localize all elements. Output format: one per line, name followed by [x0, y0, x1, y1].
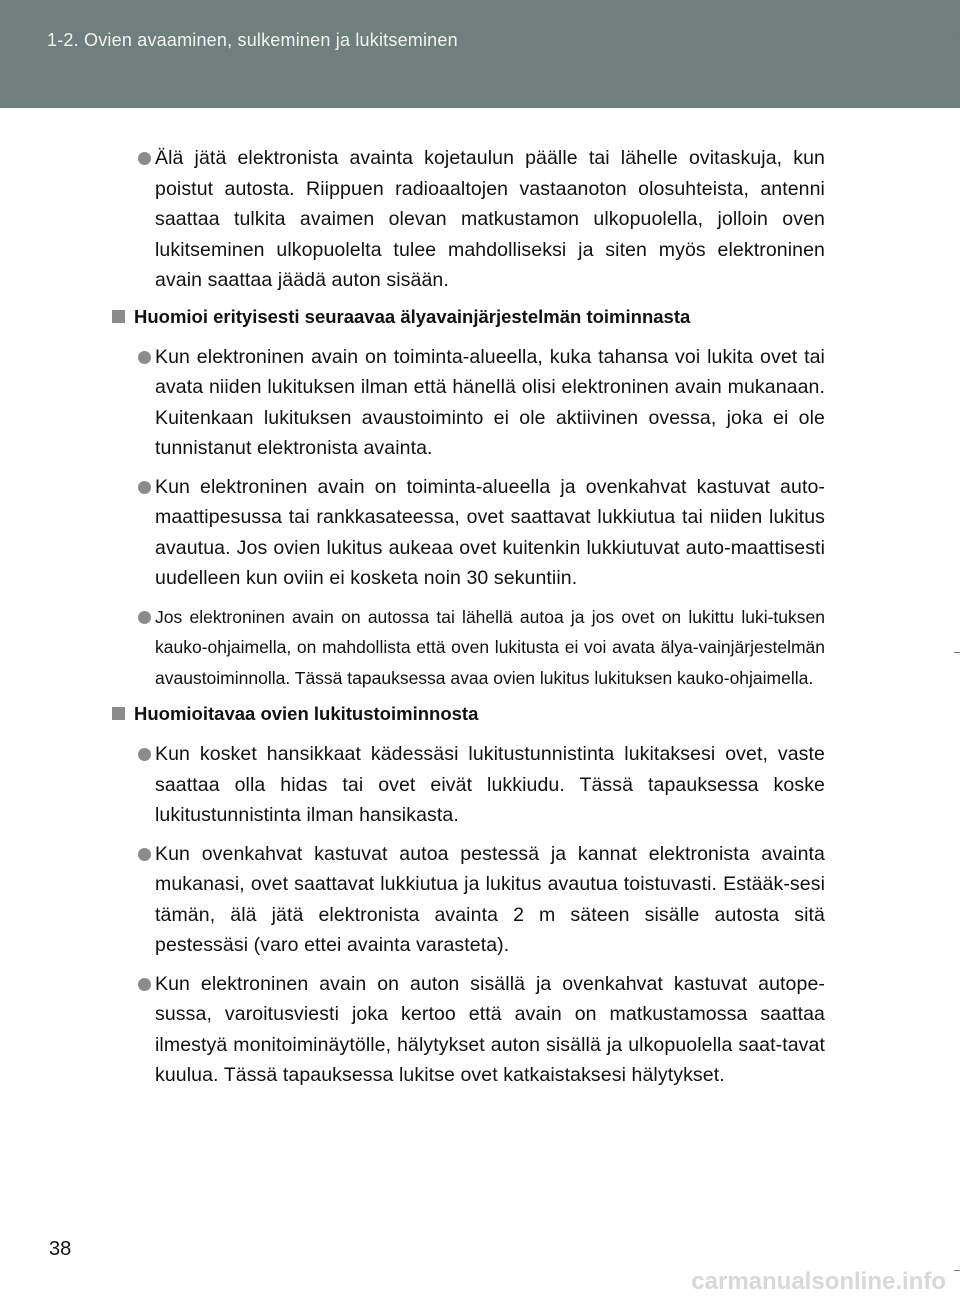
margin-tick — [954, 36, 960, 37]
page-number: 38 — [49, 1238, 72, 1260]
section-heading — [112, 701, 825, 727]
bullet-dot-icon — [138, 481, 151, 494]
bullet-text: Kun ovenkahvat kastuvat autoa pestessä ja kannat elektronista avainta mukanasi, ovet saattavat lukkiutua ja lukitus avautua toistuvasti. Estääk-sesi tämän, älä jätä elektronista avainta 2 m säteen sisälle autosta sitä pestessäsi (varo ettei avainta varasteta). — [155, 842, 825, 956]
section-title: 1-2. Ovien avaaminen, sulkeminen ja lukitseminen — [47, 30, 458, 50]
bullet-item — [112, 143, 825, 296]
bullet-dot-icon — [138, 748, 151, 761]
bullet-text: Kun elektroninen avain on auton sisällä ja ovenkahvat kastuvat autope-sussa, varoitusviesti joka kertoo että avain on matkustamossa saattaa ilmestyä monitoiminäytölle, hälytykset auton sisällä ja ulkopuolella saat-tavat kuulua. Tässä tapauksessa lukitse ovet katkaistaksesi hälytykset. — [155, 972, 825, 1086]
bullet-item — [112, 472, 825, 594]
page-content — [112, 143, 825, 1099]
bullet-text: Älä jätä elektronista avainta kojetaulun päälle tai lähelle ovitaskuja, kun poistut autosta. Riippuen radioaaltojen vastaanoton olosuhteista, antenni saattaa tulkita avaimen olevan matkustamon ulkopuolella, jolloin oven lukitseminen ulkopuolelta tulee mahdolliseksi ja siten myös elektroninen avain saattaa jäädä auton sisään. — [155, 147, 825, 291]
bullet-dot-icon — [138, 848, 151, 861]
bullet-dot-icon — [138, 152, 151, 165]
square-bullet-icon — [112, 707, 125, 720]
watermark: carmanualsonline.info — [691, 1268, 946, 1295]
section-heading-text: Huomioi erityisesti seuraavaa älyavainjärjestelmän toiminnasta — [134, 305, 691, 327]
bullet-text: Kun elektroninen avain on toiminta-alueella ja ovenkahvat kastuvat auto-maattipesussa tai rankkasateessa, ovet saattavat lukkiutua tai niiden lukitus avautua. Jos ovien lukitus aukeaa ovet kuitenkin lukkiutuvat auto-maattisesti uudelleen kun oviin ei kosketa noin 30 sekuntiin. — [155, 475, 825, 589]
bullet-dot-icon — [138, 978, 151, 991]
section-heading-text: Huomioitavaa ovien lukitustoiminnosta — [134, 703, 479, 724]
section-heading — [112, 304, 825, 330]
bullet-item — [112, 602, 825, 694]
bullet-item — [112, 839, 825, 961]
header-bar — [0, 0, 960, 108]
square-bullet-icon — [112, 310, 125, 323]
bullet-item — [112, 969, 825, 1091]
bullet-item — [112, 342, 825, 464]
bullet-text: Kun kosket hansikkaat kädessäsi lukitustunnistinta lukitaksesi ovet, vaste saattaa olla hidas tai ovet eivät lukkiudu. Tässä tapauksessa koske lukitustunnistinta ilman hansikasta. — [155, 743, 825, 826]
margin-tick — [954, 1270, 960, 1271]
bullet-text: Jos elektroninen avain on autossa tai lähellä autoa ja jos ovet on lukittu luki-tuksen kauko-ohjaimella, on mahdollista että oven lukitusta ei voi avata älya-vainjärjestelmän avaustoiminnolla. Tässä tapauksessa avaa ovien lukitus lukituksen kauko-ohjaimella. — [155, 606, 825, 688]
bullet-text: Kun elektroninen avain on toiminta-alueella, kuka tahansa voi lukita ovet tai avata niiden lukituksen ilman että hänellä olisi elektroninen avain mukanaan. Kuitenkaan lukituksen avaustoiminto ei ole aktiivinen ovessa, joka ei ole tunnistanut elektronista avainta. — [155, 345, 825, 459]
margin-tick — [954, 652, 960, 653]
bullet-dot-icon — [138, 611, 151, 624]
bullet-item — [112, 739, 825, 831]
bullet-dot-icon — [138, 351, 151, 364]
